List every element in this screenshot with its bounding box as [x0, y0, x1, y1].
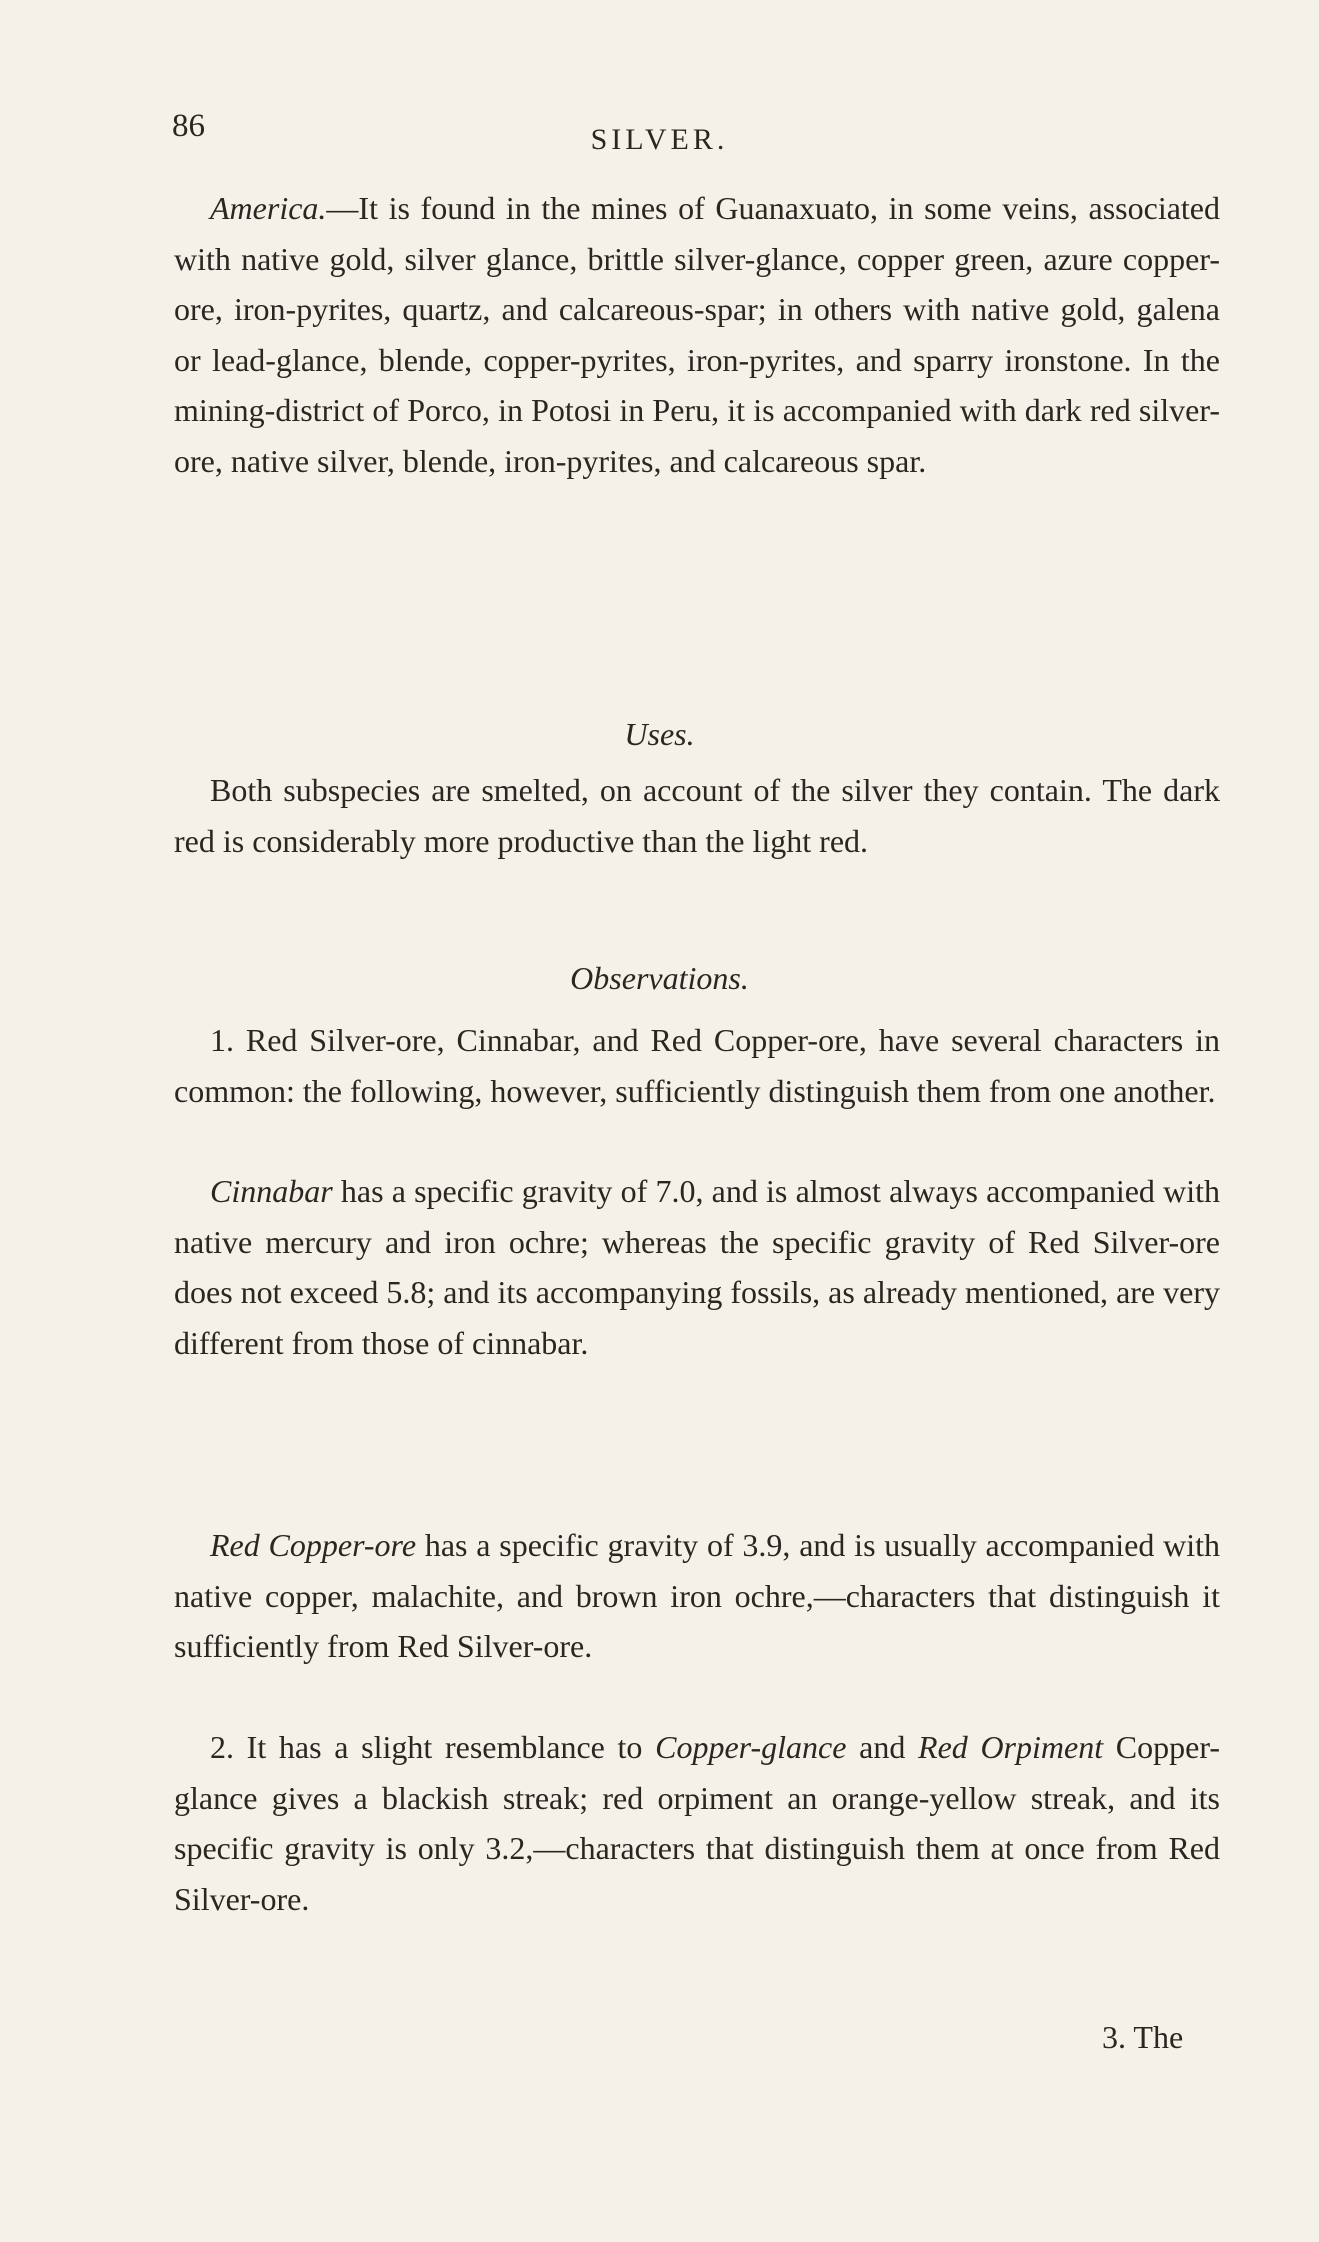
section-heading-uses: Uses. — [624, 716, 695, 752]
paragraph-lead: Red Copper-ore — [210, 1527, 417, 1563]
page-number: 86 — [172, 108, 205, 144]
paragraph-lead: Cinnabar — [210, 1173, 333, 1209]
running-title: SILVER. — [590, 123, 729, 156]
paragraph-text: —It is found in the mines of Guanaxuato, in some veins, associated with native gold, silver glance, brittle silver-glance, copper green, azure copper-ore, iron-pyrites, quartz, and calcareous-spar; in others with native gold, galena or lead-glance, blende, copper-pyrites, iron-pyrites, and sparry ironstone. In the mining-district of Porco, in Potosi in Peru, it is accompanied with dark red silver-ore, native silver, blende, iron-pyrites, and calcareous spar. — [174, 190, 1220, 479]
paragraph-america — [174, 183, 1220, 487]
paragraph-uses: Both subspecies are smelted, on account of the silver they contain. The dark red is considerably more productive than the light red. — [174, 772, 1220, 859]
paragraph-observation-2: 2. It has a slight resemblance to Copper-glance and Red Orpiment Copper-glance gives a blackish streak; red orpiment an orange-yellow streak, and its specific gravity is only 3.2,—characters that distinguish them at once from Red Silver-ore. — [174, 1729, 1221, 1917]
paragraph-observation-1: 1. Red Silver-ore, Cinnabar, and Red Copper-ore, have several characters in common: the following, however, sufficiently distinguish them from one another. — [174, 1022, 1220, 1109]
catchword: 3. The — [1102, 2019, 1184, 2055]
paragraph-red-copper-ore: Red Copper-ore has a specific gravity of 3.9, and is usually accompanied with native copper, malachite, and brown iron ochre,—characters that distinguish it sufficiently from Red Silver-ore. — [174, 1527, 1221, 1665]
paragraph-lead: America. — [210, 190, 327, 226]
section-heading-observations: Observations. — [570, 960, 749, 996]
paragraph-cinnabar: Cinnabar has a specific gravity of 7.0, and is almost always accompanied with native mercury and iron ochre; whereas the specific gravity of Red Silver-ore does not exceed 5.8; and its accompanying fossils, as already mentioned, are very different from those of cinnabar. — [174, 1173, 1220, 1361]
